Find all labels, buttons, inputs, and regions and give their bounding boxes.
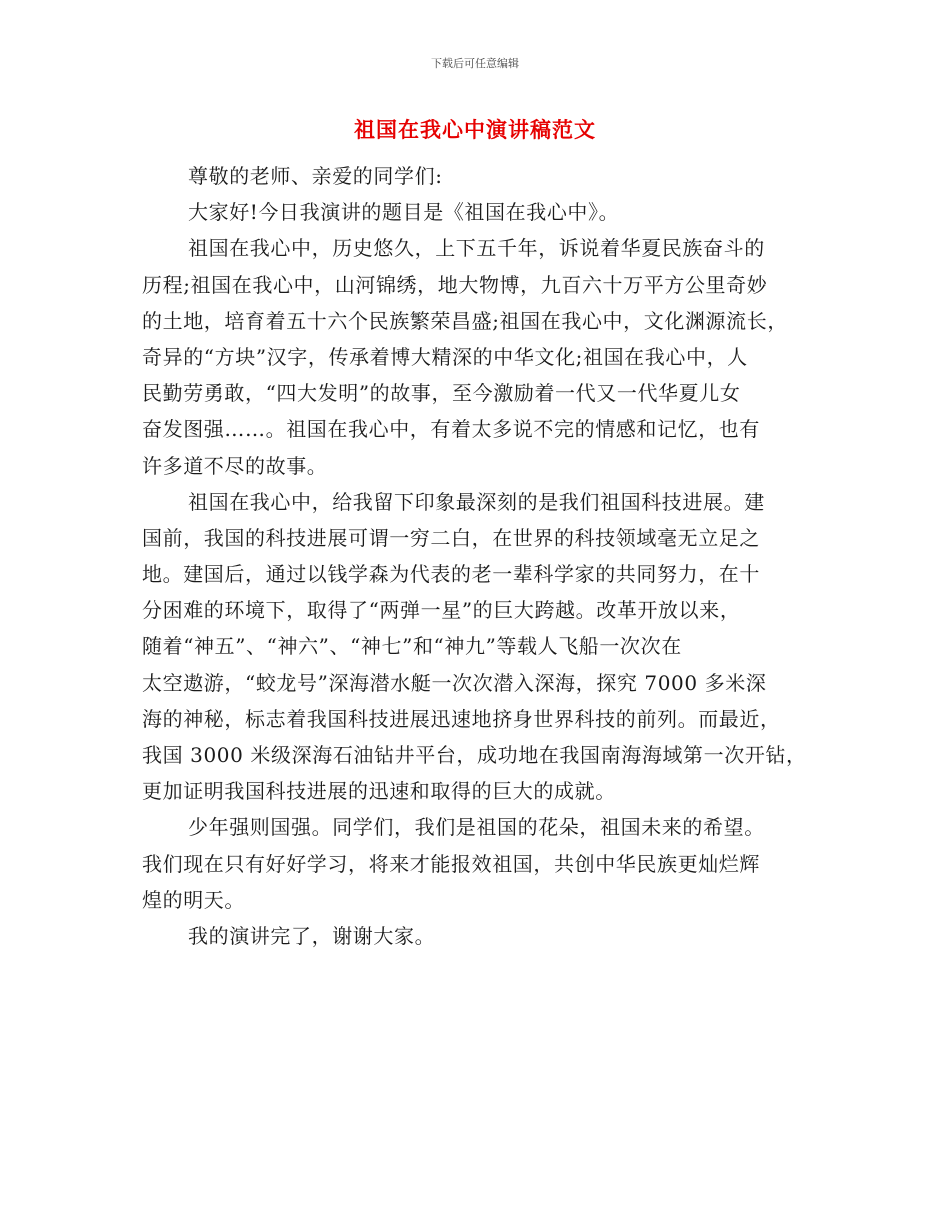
text-line: 尊敬的老师、亲爱的同学们: xyxy=(188,164,443,188)
text-line: 祖国在我心中，历史悠久，上下五千年，诉说着华夏民族奋斗的 xyxy=(188,236,765,261)
text-line: 太空遨游，“蛟龙号”深海潜水艇一次次潜入深海，探究 7000 多米深 xyxy=(142,670,767,695)
text-line: 随着“神五”、“神六”、“神七”和“神九”等载人飞船一次次在 xyxy=(142,634,682,659)
text-line: 海的神秘，标志着我国科技进展迅速地挤身世界科技的前列。而最近， xyxy=(142,706,781,731)
text-line: 历程;祖国在我心中，山河锦绣，地大物博，九百六十万平方公里奇妙 xyxy=(142,272,768,297)
text-line: 民勤劳勇敢，“四大发明”的故事，至今激励着一代又一代华夏儿女 xyxy=(142,381,741,406)
text-line: 奇异的“方块”汉字，传承着博大精深的中华文化;祖国在我心中，人 xyxy=(142,344,748,369)
text-line: 奋发图强……。祖国在我心中，有着太多说不完的情感和记忆，也有 xyxy=(142,417,760,442)
text-line: 少年强则国强。同学们，我们是祖国的花朵，祖国未来的希望。 xyxy=(188,815,765,840)
text-line: 更加证明我国科技进展的迅速和取得的巨大的成就。 xyxy=(142,779,616,804)
text-line: 我的演讲完了，谢谢大家。 xyxy=(188,923,436,948)
text-line: 分困难的环境下，取得了“两弹一星”的巨大跨越。改革开放以来， xyxy=(142,598,741,623)
text-line: 的土地，培育着五十六个民族繁荣昌盛;祖国在我心中，文化渊源流长， xyxy=(142,308,788,333)
text-line: 祖国在我心中，给我留下印象最深刻的是我们祖国科技进展。建 xyxy=(188,489,765,514)
page-header-note: 下载后可任意编辑 xyxy=(431,57,519,70)
text-line: 许多道不尽的故事。 xyxy=(142,453,328,478)
text-line: 国前，我国的科技进展可谓一穷二白，在世界的科技领域毫无立足之 xyxy=(142,525,760,550)
text-line: 地。建国后，通过以钱学森为代表的老一辈科学家的共同努力，在十 xyxy=(142,562,760,587)
text-line: 我国 3000 米级深海石油钻井平台，成功地在我国南海海域第一次开钻， xyxy=(142,743,807,767)
speech-body xyxy=(142,158,832,954)
text-line: 煌的明天。 xyxy=(142,887,245,912)
text-line: 大家好!今日我演讲的题目是《祖国在我心中》。 xyxy=(188,200,620,225)
document-title: 祖国在我心中演讲稿范文 xyxy=(354,117,596,142)
text-line: 我们现在只有好好学习，将来才能报效祖国，共创中华民族更灿烂辉 xyxy=(142,851,760,876)
